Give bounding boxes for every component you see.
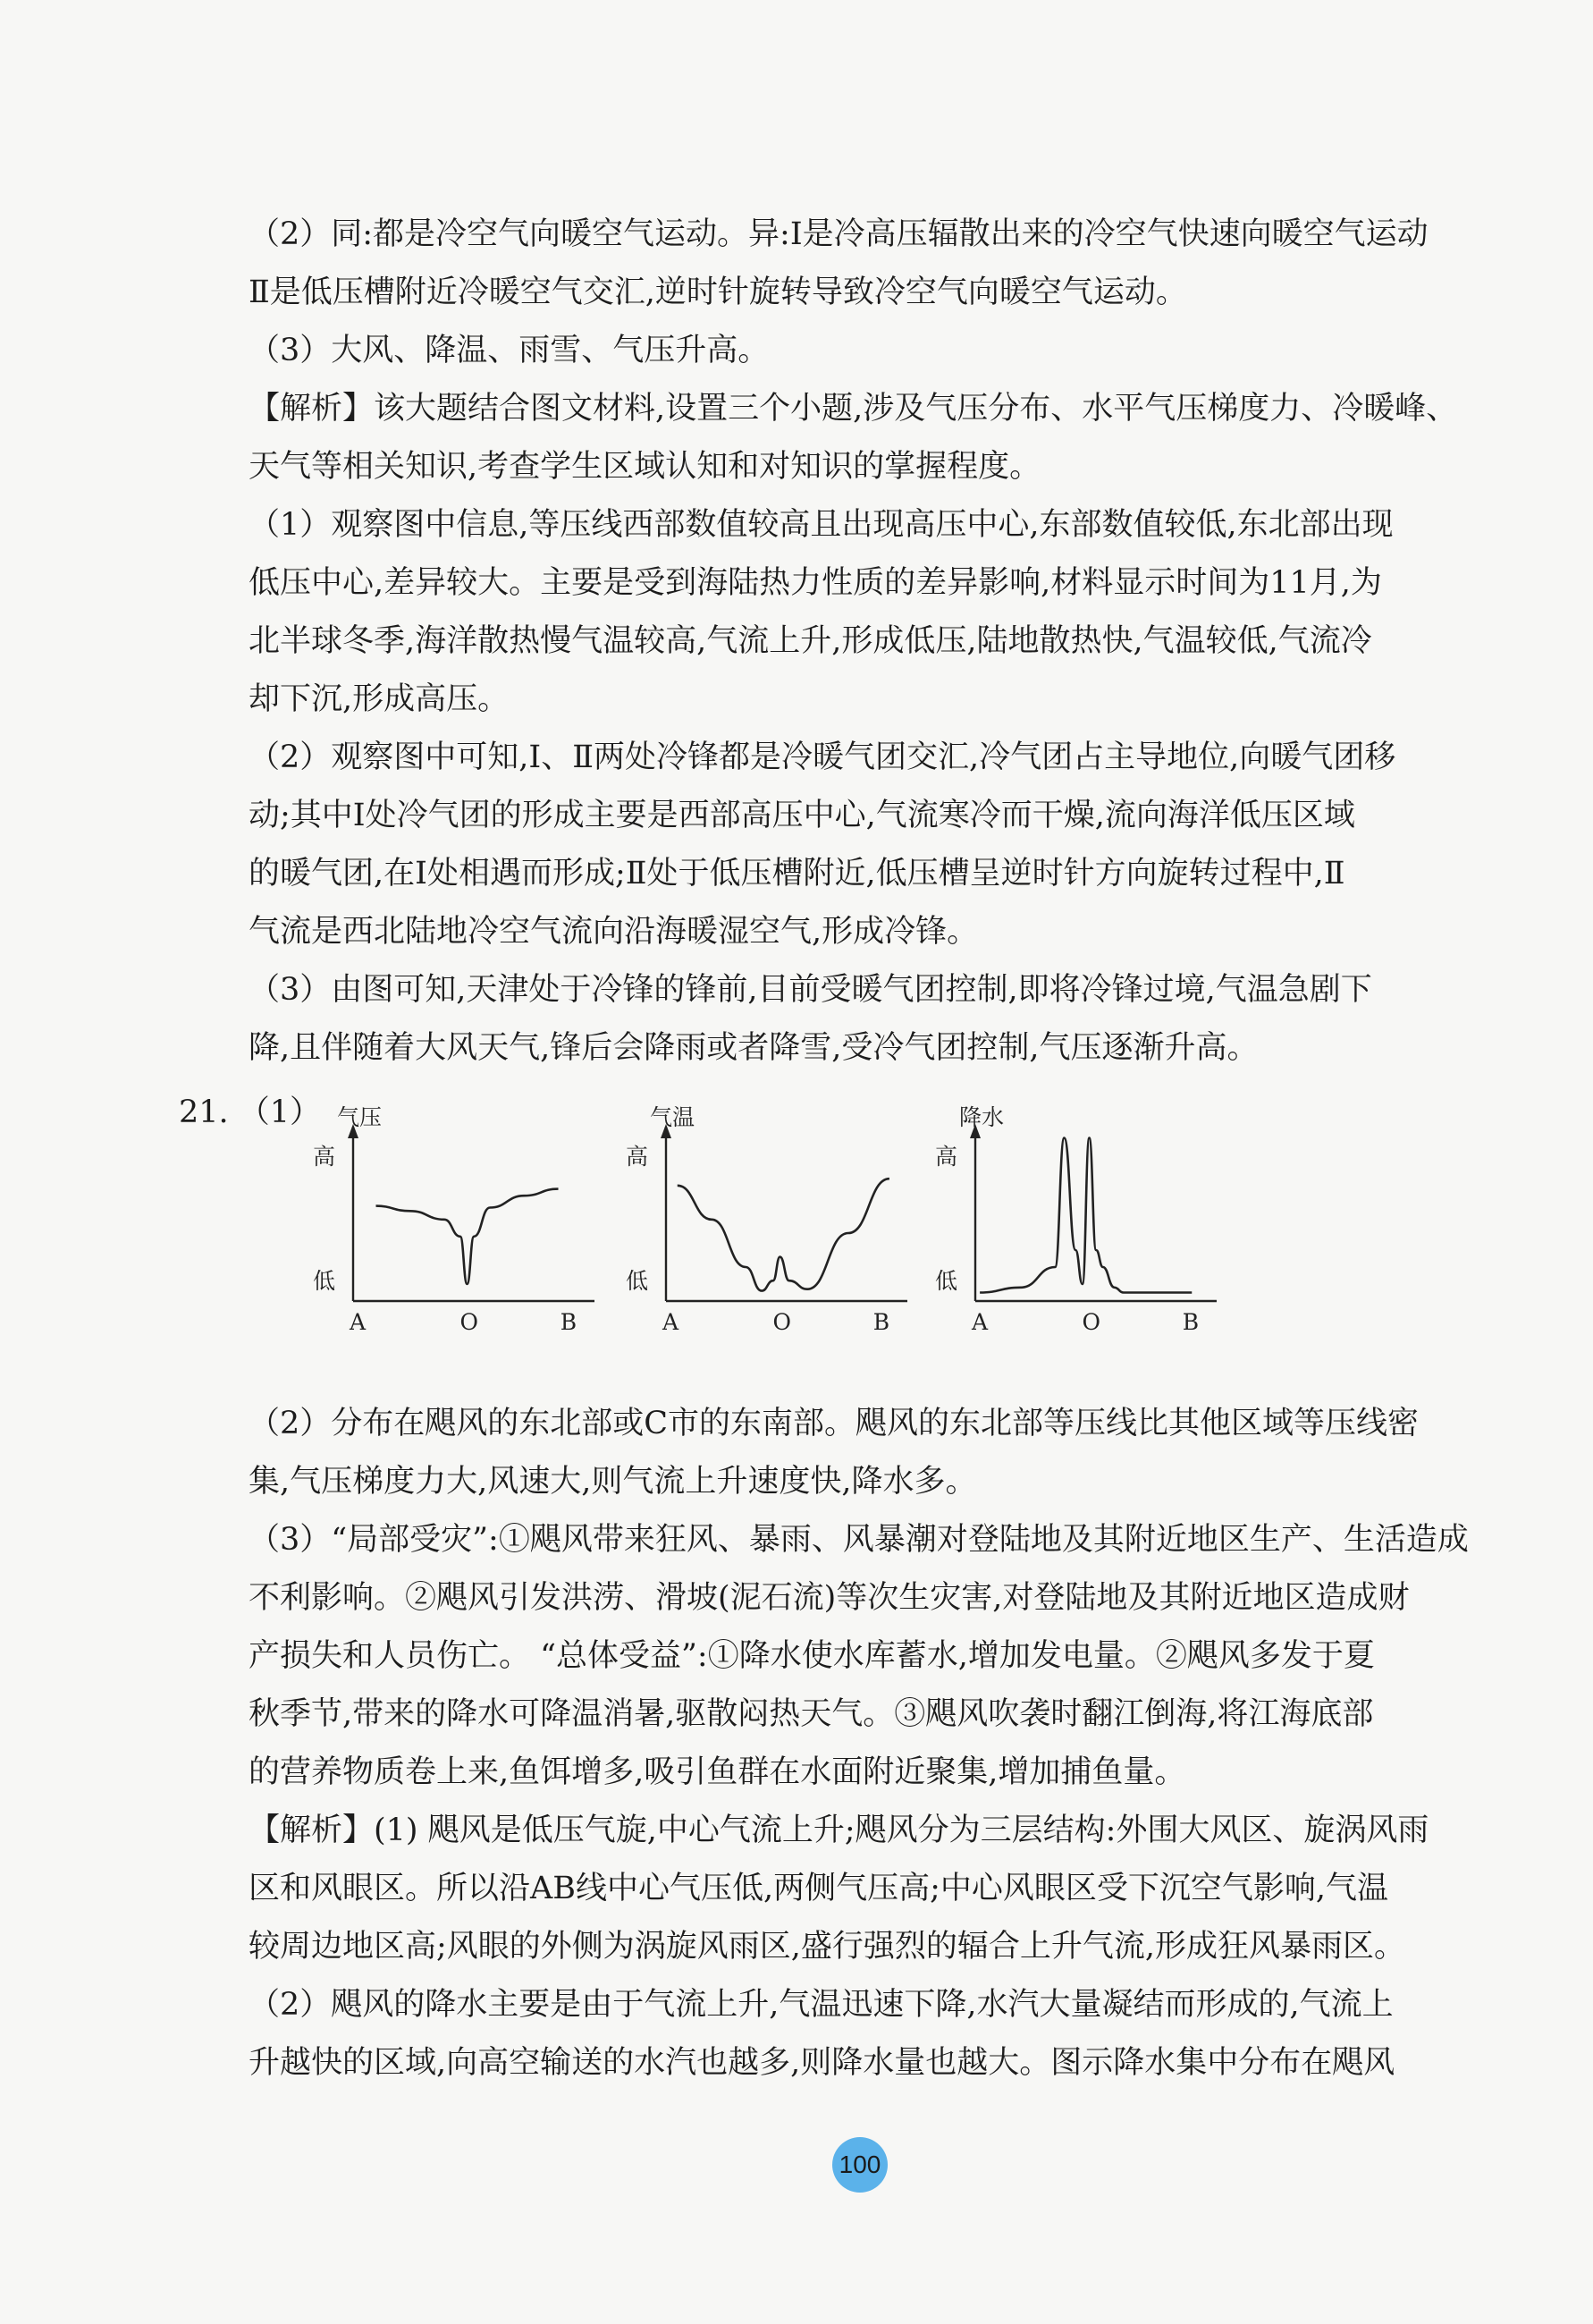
text-line: 【解析】(1) 飓风是低压气旋,中心气流上升;飓风分为三层结构:外围大风区、旋涡风雨 bbox=[249, 1813, 1429, 1848]
pressure-chart bbox=[313, 1100, 599, 1341]
precipitation-chart bbox=[935, 1100, 1221, 1341]
y-high-label: 高 bbox=[626, 1144, 649, 1170]
text-line: 天气等相关知识,考查学生区域认知和对知识的掌握程度。 bbox=[249, 449, 1041, 485]
text-line: 升越快的区域,向高空输送的水汽也越多,则降水量也越大。图示降水集中分布在飓风 bbox=[249, 2045, 1395, 2081]
temperature-chart bbox=[626, 1100, 912, 1341]
y-axis-title: 气温 bbox=[650, 1104, 695, 1130]
x-tick-label: O bbox=[772, 1309, 791, 1335]
text-line: Ⅱ是低压槽附近冷暖空气交汇,逆时针旋转导致冷空气向暖空气运动。 bbox=[249, 275, 1187, 310]
text-line: 【解析】该大题结合图文材料,设置三个小题,涉及气压分布、水平气压梯度力、冷暖峰、 bbox=[249, 391, 1458, 427]
y-low-label: 低 bbox=[626, 1268, 649, 1294]
text-line: 产损失和人员伤亡。 “总体受益”:①降水使水库蓄水,增加发电量。②飓风多发于夏 bbox=[249, 1638, 1375, 1674]
y-axis-title: 气压 bbox=[337, 1104, 383, 1130]
text-line: 却下沉,形成高压。 bbox=[249, 681, 510, 717]
text-line: （1）观察图中信息,等压线西部数值较高且出现高压中心,东部数值较低,东北部出现 bbox=[249, 507, 1394, 543]
y-high-label: 高 bbox=[313, 1144, 336, 1170]
text-line: 低压中心,差异较大。主要是受到海陆热力性质的差异影响,材料显示时间为11月,为 bbox=[249, 565, 1382, 601]
text-line: （3）大风、降温、雨雪、气压升高。 bbox=[249, 333, 770, 368]
text-line: （3）由图可知,天津处于冷锋的锋前,目前受暖气团控制,即将冷锋过境,气温急剧下 bbox=[249, 972, 1372, 1008]
text-line: 动;其中Ⅰ处冷气团的形成主要是西部高压中心,气流寒冷而干燥,流向海洋低压区域 bbox=[249, 798, 1355, 833]
y-high-label: 高 bbox=[935, 1144, 958, 1170]
text-line: （2）飓风的降水主要是由于气流上升,气温迅速下降,水汽大量凝结而形成的,气流上 bbox=[249, 1987, 1394, 2023]
y-axis-title: 降水 bbox=[959, 1104, 1005, 1130]
page-number-badge: 100 bbox=[832, 2137, 888, 2193]
answer-section-21 bbox=[249, 1395, 1527, 2092]
text-line: 集,气压梯度力大,风速大,则气流上升速度快,降水多。 bbox=[249, 1464, 977, 1500]
x-tick-label: B bbox=[872, 1309, 890, 1335]
answer-section-20 bbox=[249, 206, 1527, 1077]
text-line: （3）“局部受灾”:①飓风带来狂风、暴雨、风暴潮对登陆地及其附近地区生产、生活造成 bbox=[249, 1522, 1469, 1558]
y-low-label: 低 bbox=[935, 1268, 958, 1294]
x-tick-label: O bbox=[1082, 1309, 1100, 1335]
text-line: 区和风眼区。所以沿AB线中心气压低,两侧气压高;中心风眼区受下沉空气影响,气温 bbox=[249, 1871, 1389, 1906]
text-line: 降,且伴随着大风天气,锋后会降雨或者降雪,受冷气团控制,气压逐渐升高。 bbox=[249, 1030, 1259, 1066]
text-line: （2）同:都是冷空气向暖空气运动。异:Ⅰ是冷高压辐散出来的冷空气快速向暖空气运动 bbox=[249, 216, 1429, 252]
y-low-label: 低 bbox=[313, 1268, 336, 1294]
x-tick-label: A bbox=[662, 1309, 679, 1335]
x-tick-label: B bbox=[1182, 1309, 1200, 1335]
text-line: （2）分布在飓风的东北部或C市的东南部。飓风的东北部等压线比其他区域等压线密 bbox=[249, 1406, 1420, 1441]
text-line: 的营养物质卷上来,鱼饵增多,吸引鱼群在水面附近聚集,增加捕鱼量。 bbox=[249, 1754, 1186, 1790]
series-curve bbox=[376, 1189, 559, 1284]
text-line: 较周边地区高;风眼的外侧为涡旋风雨区,盛行强烈的辐合上升气流,形成狂风暴雨区。 bbox=[249, 1929, 1406, 1965]
x-tick-label: A bbox=[350, 1309, 367, 1335]
text-line: 不利影响。②飓风引发洪涝、滑坡(泥石流)等次生灾害,对登陆地及其附近地区造成财 bbox=[249, 1580, 1410, 1616]
text-line: 秋季节,带来的降水可降温消暑,驱散闷热天气。③飓风吹袭时翻江倒海,将江海底部 bbox=[249, 1696, 1374, 1732]
question-21-number: 21. （1） bbox=[179, 1094, 322, 1130]
text-line: 气流是西北陆地冷空气流向沿海暖湿空气,形成冷锋。 bbox=[249, 914, 979, 950]
text-line: 的暖气团,在Ⅰ处相遇而形成;Ⅱ处于低压槽附近,低压槽呈逆时针方向旋转过程中,Ⅱ bbox=[249, 856, 1345, 892]
x-tick-label: O bbox=[459, 1309, 478, 1335]
x-tick-label: A bbox=[972, 1309, 989, 1335]
series-curve bbox=[980, 1138, 1192, 1293]
typhoon-profile-figures bbox=[313, 1100, 1225, 1341]
text-line: （2）观察图中可知,Ⅰ、Ⅱ两处冷锋都是冷暖气团交汇,冷气团占主导地位,向暖气团移 bbox=[249, 739, 1396, 775]
series-curve bbox=[678, 1179, 889, 1290]
text-line: 北半球冬季,海洋散热慢气温较高,气流上升,形成低压,陆地散热快,气温较低,气流冷 bbox=[249, 623, 1372, 659]
x-tick-label: B bbox=[560, 1309, 577, 1335]
